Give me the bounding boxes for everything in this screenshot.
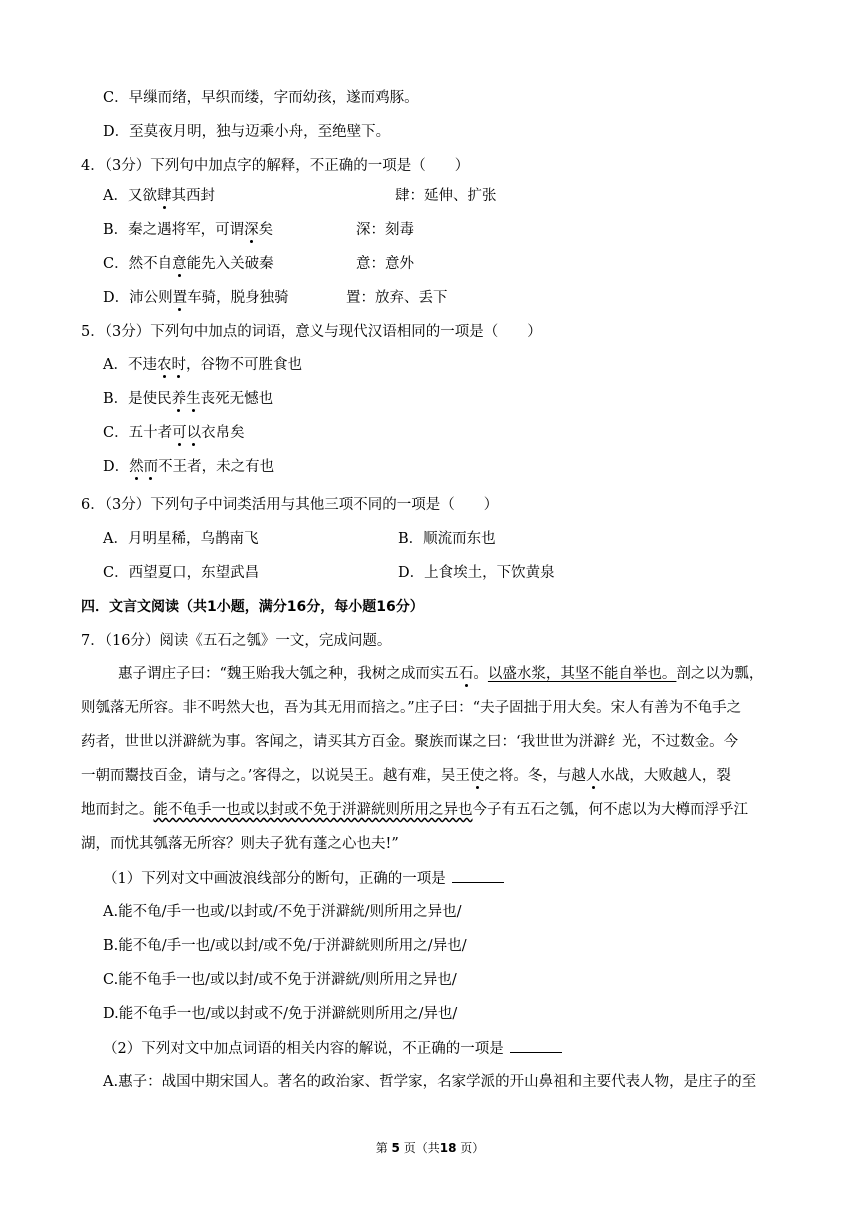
q6-option-d: D．上食埃土，下饮黄泉: [398, 565, 555, 581]
dotted-char: 置: [172, 290, 188, 306]
q7-sub1-option-a: A.能不龟/手一也或/以封或/不免于洴澼絖/则所用之异也/: [103, 904, 462, 920]
q4-option-a-gloss: 肆：延伸、扩张: [395, 188, 497, 204]
q3-option-c: C．早缫而绪，早织而缕，字而幼孩，遂而鸡豚。: [103, 90, 419, 106]
q4-option-d: D．沛公则置车骑，脱身独骑: [103, 290, 289, 306]
dotted-char: 肆: [156, 188, 172, 204]
q7-stem: 7．（16分）阅读《五石之瓠》一文，完成问题。: [81, 633, 392, 649]
q7-sub2-stem: （2）下列对文中加点词语的相关内容的解说，不正确的一项是: [103, 1038, 562, 1059]
q7-sub1-stem: （1）下列对文中画波浪线部分的断句，正确的一项是: [103, 868, 504, 889]
q4-option-d-gloss: 置：放弃、丢下: [346, 290, 448, 306]
q7-sub1-option-d: D.能不龟手一也/或以封或不/免于洴澼絖则所用之/异也/: [103, 1006, 458, 1022]
q6-option-c: C．西望夏口，东望武昌: [103, 565, 260, 581]
q5-stem: 5．（3分）下列句中加点的词语，意义与现代汉语相同的一项是（ ）: [81, 324, 542, 340]
q6-stem: 6．（3分）下列句子中词类活用与其他三项不同的一项是（ ）: [81, 497, 499, 513]
q4-stem: 4．（3分）下列句中加点字的解释，不正确的一项是（ ）: [81, 158, 470, 174]
passage-line-2: 则瓠落无所容。非不呺然大也，吾为其无用而掊之。”庄子曰：“夫子固拙于用大矣。宋人有善为不龟手之: [81, 700, 742, 716]
q7-sub2-option-a: A.惠子：战国中期宋国人。著名的政治家、哲学家，名家学派的开山鼻祖和主要代表人物，是庄子的至: [103, 1074, 757, 1090]
passage-line-1: 惠子谓庄子曰：“魏王贻我大瓠之种，我树之成而实五石。以盛水浆，其坚不能自举也。剖之以为瓢，: [118, 666, 764, 682]
answer-blank: [510, 1038, 562, 1053]
q4-option-c: C．然不自意能先入关破秦: [103, 256, 274, 272]
q5-option-a: A．不违农时，谷物不可胜食也: [103, 357, 302, 373]
answer-blank: [452, 868, 504, 883]
passage-line-6: 湖，而忧其瓠落无所容？则夫子犹有蓬之心也夫!”: [81, 836, 399, 852]
q4-option-a: A．又欲肆其西封: [103, 188, 215, 204]
wavy-underlined-sentence: 能不龟手一也或以封或不免于洴澼絖则所用之异也: [153, 802, 473, 818]
passage-line-5: 地而封之。能不龟手一也或以封或不免于洴澼絖则所用之异也今子有五石之瓠，何不虑以为大樽而浮乎江: [81, 802, 748, 818]
q5-option-c: C．五十者可以衣帛矣: [103, 425, 245, 441]
q5-option-d: D．然而不王者，未之有也: [103, 459, 275, 475]
q3-option-d: D．至莫夜月明，独与迈乘小舟，至绝壁下。: [103, 124, 391, 140]
q4-option-b: B．秦之遇将军，可谓深矣: [103, 222, 274, 238]
underlined-sentence: 以盛水浆，其坚不能自举也。: [487, 666, 677, 682]
passage-line-3: 药者，世世以洴澼絖为事。客闻之，请买其方百金。聚族而谋之曰：‘我世世为洴澼纟光，不过数金。今: [81, 734, 739, 750]
section-heading: 四．文言文阅读（共1小题，满分16分，每小题16分）: [81, 599, 424, 615]
q6-option-a: A．月明星稀，乌鹊南飞: [103, 531, 259, 547]
q5-option-b: B．是使民养生丧死无憾也: [103, 391, 274, 407]
dotted-char: 意: [172, 256, 187, 272]
q7-sub1-option-b: B.能不龟/手一也/或以封/或不免/于洴澼絖则所用之/异也/: [103, 938, 467, 954]
page-footer: 第 5 页（共18 页）: [375, 1141, 485, 1155]
q7-sub1-option-c: C.能不龟手一也/或以封/或不免于洴澼絖/则所用之异也/: [103, 972, 457, 988]
q4-option-c-gloss: 意：意外: [356, 256, 414, 272]
passage-line-4: 一朝而鬻技百金，请与之。’客得之，以说吴王。越有难，吴王使之将。冬，与越人水战，大败越人，裂: [81, 768, 731, 784]
dotted-char: 深: [244, 222, 259, 238]
q4-option-b-gloss: 深：刻毒: [356, 222, 414, 238]
q6-option-b: B．顺流而东也: [398, 531, 496, 547]
